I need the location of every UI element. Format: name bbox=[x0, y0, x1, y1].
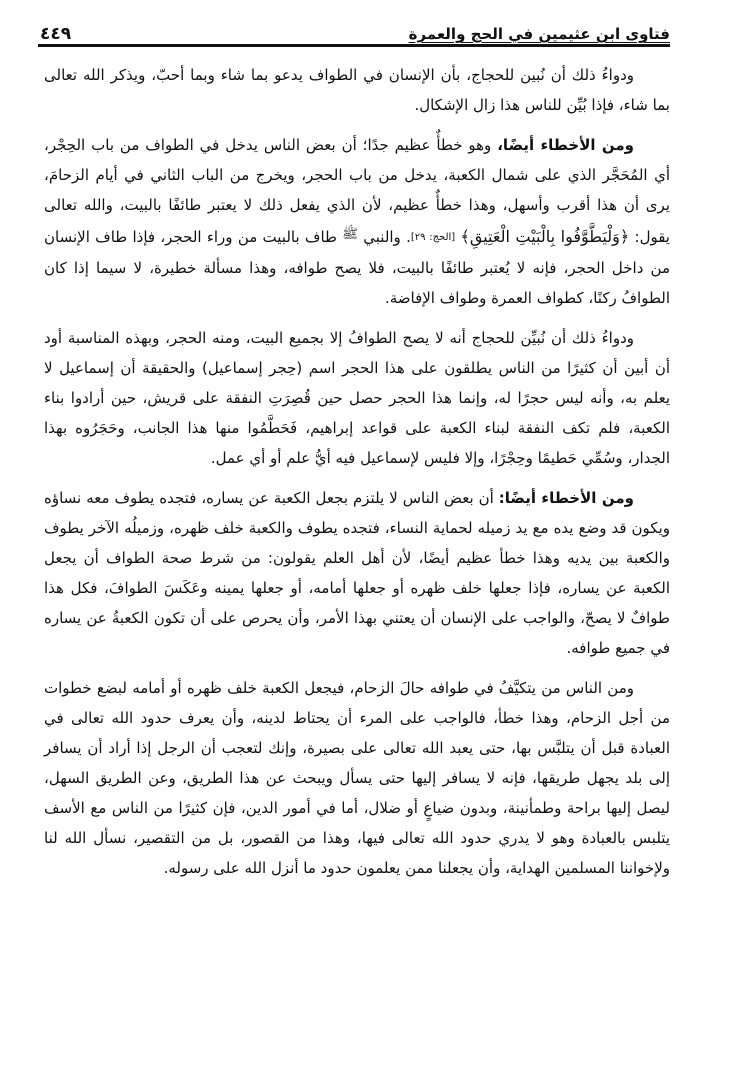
paragraph-text: ودواءُ ذلك أن نُبين للحجاج، بأن الإنسان في الطواف يدعو بما شاء وبما أحبّ، ويذكر الله تعالى بما شاء، فإذا بُيِّن للناس هذا زال الإشكال. bbox=[44, 66, 670, 114]
paragraph-1 bbox=[44, 60, 670, 120]
running-header bbox=[38, 22, 670, 47]
page-number: ٤٤٩ bbox=[40, 24, 72, 44]
paragraph-5 bbox=[44, 673, 670, 883]
paragraph-text: طاف بالبيت من وراء الحجر، فإذا طاف الإنسان من داخل الحجر، فإنه لا يُعتبر طائفًا بالبيت، فلا يصح طوافه، وهذا مسألة خطيرة، لا سيما إذا كان الطوافُ ركنًا، كطواف العمرة وطواف الإفاضة. bbox=[44, 228, 670, 307]
paragraph-4 bbox=[44, 483, 670, 663]
section-label: ومن الأخطاء أيضًا: bbox=[498, 489, 634, 507]
book-page bbox=[38, 0, 670, 1080]
verse-reference: [الحج: ٢٩] bbox=[410, 232, 456, 243]
paragraph-text: وهو خطأٌ عظيم جدًا؛ أن بعض الناس يدخل في الطواف من باب الحِجْر، أي المُحَجَّر الذي على شمال الكعبة، يدخل من باب الحجر، ويخرج من الباب الثاني في أيام الزحامَ، يرى أن هذا أقرب وأسهل، وهذا خطأٌ عظيم، لأن الذي يفعل ذلك لا يعتبر طائفًا بالبيت، والله تعالى يقول: bbox=[44, 136, 670, 246]
paragraph-3 bbox=[44, 323, 670, 473]
paragraph-text: ومن الناس من يتكيَّفُ في طوافه حالَ الزحام، فيجعل الكعبة خلف ظهره أو أمامه لبضع خطوات من أجل الزحام، وهذا خطأ، فالواجب على المرء أن يحتاط لدينه، وأن يعرف حدود الله تعالى في العبادة قبل أن يتلبَّس بها، حتى يعبد الله تعالى على بصيرة، وإنك لتعجب أن الرجل إذا أراد أن يسافر إلى بلد يجهل طريقها، فإنه لا يسافر إليها حتى يسأل ويبحث عن هذا الطريق، وعن الطريق السهل، ليصل إليها براحة وطمأنينة، وبدون ضياعٍ أو ضلال، أما في أمور الدين، فإن كثيرًا من الناس مع الأسف يتلبس بالعبادة وهو لا يدري حدود الله تعالى فيها، وهذا من القصور، بل من التقصير، نسأل الله لنا ولإخواننا المسلمين الهداية، وأن يجعلنا ممن يعلمون حدود ما أنزل الله على رسوله. bbox=[44, 679, 670, 877]
page-body bbox=[44, 60, 670, 893]
paragraph-2 bbox=[44, 130, 670, 313]
paragraph-text: . والنبي bbox=[363, 228, 411, 246]
honorific-glyph-icon: ﷺ bbox=[342, 227, 358, 242]
book-title: فتاوى ابن عثيمين في الحج والعمرة bbox=[408, 25, 670, 43]
quran-verse: ﴿وَلْيَطَّوَّفُوا بِالْبَيْتِ الْعَتِيقِ﴾ bbox=[460, 227, 630, 246]
section-label: ومن الأخطاء أيضًا، bbox=[497, 136, 634, 154]
paragraph-text: ودواءُ ذلك أن نُبيِّن للحجاج أنه لا يصح الطوافُ إلا بجميع البيت، ومنه الحجر، وبهذه المناسبة أود أن أبين أن كثيرًا من الناس يطلقون على هذا الحجر اسم (حِجر إسماعيل) والحقيقة أن إسماعيل لا يعلم به، وأنه ليس حجرًا له، وإنما هذا الحجر حصل حين قُصِرَتِ النفقة على قريش، حين أرادوا بناء الكعبة، فلم تكف النفقة لبناء الكعبة على قواعد إبراهيم، فَحَطَّمُوا منها هذا الجانب، وحَجَرُوه بهذا الجدار، وسُمِّي حَطيمًا وحِجْرًا، وإلا فليس لإسماعيل فيه أيُّ علم أو أي عمل. bbox=[44, 329, 670, 467]
paragraph-text: أن بعض الناس لا يلتزم بجعل الكعبة عن يساره، فتجده يطوف معه نساؤه ويكون قد وضع يده مع يد زميله لحماية النساء، فتجده يطوف والكعبة خلف ظهره، وزميلُه الآخر يطوف والكعبة بين يديه وهذا خطأ عظيم أيضًا، لأن أهل العلم يقولون: من شرط صحة الطواف أن يجعل الكعبة عن يساره، فإذا جعلها خلف ظهره أو جعلها أمامه، أو جعلها يمينه وعَكَسَ الطوافَ، فكل هذا طوافٌ لا يصحّ، والواجب على الإنسان أن يعتني بهذا الأمر، وأن يحرص على أن تكون الكعبةُ عن يساره في جميع طوافه. bbox=[44, 489, 670, 657]
